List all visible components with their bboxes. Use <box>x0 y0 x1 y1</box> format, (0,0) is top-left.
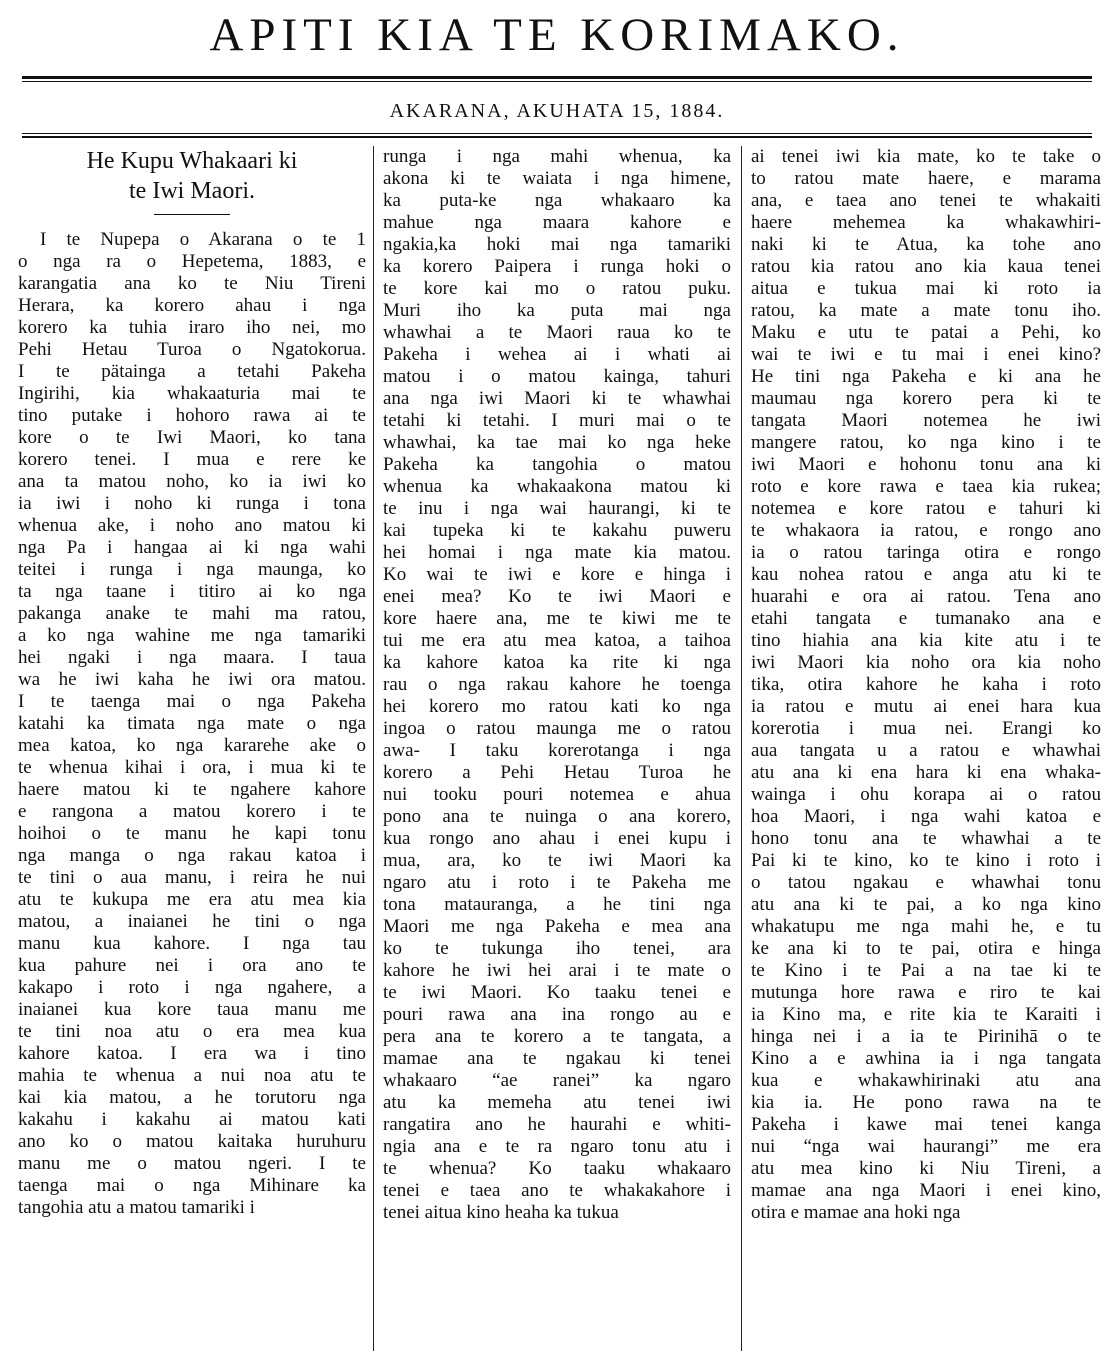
text-line: o nga ra o Hepetema, 1883, e <box>18 251 366 272</box>
text-line: whenua ake, i noho ano matou ki <box>18 515 366 536</box>
text-line: ia ratou e mutu ai enei hara kua <box>751 696 1101 717</box>
text-line: ke ana ki to te pai, otira e hinga <box>751 938 1101 959</box>
text-line: tenei e taea ano te whakakahore i <box>383 1180 731 1201</box>
column-3 <box>751 146 1101 1224</box>
text-line: notemea e kore ratou e tahuri ki <box>751 498 1101 519</box>
text-line: rau o nga rakau kahore he toenga <box>383 674 731 695</box>
text-line: nui tooku pouri notemea e ahua <box>383 784 731 805</box>
text-line: mangere ratou, ko nga kino i te <box>751 432 1101 453</box>
text-line: otira e mamae ana hoki nga <box>751 1202 961 1223</box>
text-line: Pakeha i kawe mai tenei kanga <box>751 1114 1101 1135</box>
text-line: hinga nei i a ia te Pirinihā o te <box>751 1026 1101 1047</box>
text-line: kua pahure nei i ora ano te <box>18 955 366 976</box>
text-line: maumau nga korero pera ki te <box>751 388 1101 409</box>
text-line: nui “nga wai haurangi” me era <box>751 1136 1101 1157</box>
text-line: kia ia. He pono rawa na te <box>751 1092 1101 1113</box>
text-line: haere mehemea ka whakawhiri- <box>751 212 1101 233</box>
text-line: te tini noa atu o era mea kua <box>18 1021 366 1042</box>
text-line: katahi ka timata nga mate o nga <box>18 713 366 734</box>
text-line: kakapo i roto i nga ngahere, a <box>18 977 366 998</box>
text-line: I te taenga mai o nga Pakeha <box>18 691 366 712</box>
text-line: ana ta matou noho, ko ia iwi ko <box>18 471 366 492</box>
text-line: tangata Maori notemea he iwi <box>751 410 1101 431</box>
text-line: Maku e utu te patai a Pehi, ko <box>751 322 1101 343</box>
text-line: whenua ka whakaakona matou ki <box>383 476 731 497</box>
text-line: ka korero Paipera i runga hoki o <box>383 256 731 277</box>
text-line: iwi Maori kia noho ora kia noho <box>751 652 1101 673</box>
column-divider <box>373 146 374 1351</box>
text-line: etahi tangata e tumanako ana e <box>751 608 1101 629</box>
text-line: pakanga anake te mahi ma ratou, <box>18 603 366 624</box>
text-line: whakatupu me nga mahi he, e tu <box>751 916 1101 937</box>
text-line: pera ana te korero a te tangata, a <box>383 1026 731 1047</box>
text-line: Muri iho ka puta mai nga <box>383 300 731 321</box>
text-line: ngaro atu i roto i te Pakeha me <box>383 872 731 893</box>
text-line: Ingirihi, kia whakaaturia mai te <box>18 383 366 404</box>
text-line: matou i o matou kainga, tahuri <box>383 366 731 387</box>
masthead-rule-thin <box>22 81 1092 82</box>
text-line: tangohia atu a matou tamariki i <box>18 1197 255 1218</box>
text-line: tino hiahia ana kia kite atu i te <box>751 630 1101 651</box>
text-line: whakaaro “ae ranei” ka ngaro <box>383 1070 731 1091</box>
text-line: Pakeha i wehea ai i whati ai <box>383 344 731 365</box>
text-line: kai tupeka ki te kakahu puweru <box>383 520 731 541</box>
text-line: tui me era atu mea katoa, a taihoa <box>383 630 731 651</box>
text-line: hei ngaki i nga maara. I taua <box>18 647 366 668</box>
text-line: matou, a inaianei he tini o nga <box>18 911 366 932</box>
text-line: kore o te Iwi Maori, ko tana <box>18 427 366 448</box>
text-line: haere matou ki te ngahere kahore <box>18 779 366 800</box>
text-line: kore haere ana, me te kiwi me te <box>383 608 731 629</box>
text-line: mua, ara, ko te iwi Maori ka <box>383 850 731 871</box>
text-line: tetahi ki tetahi. I muri mai o te <box>383 410 731 431</box>
dateline: AKARANA, AKUHATA 15, 1884. <box>389 100 725 122</box>
column-2 <box>383 146 731 1224</box>
text-line: tino putake i hohoro rawa ai te <box>18 405 366 426</box>
text-line: tenei aitua kino heaha ka tukua <box>383 1202 619 1223</box>
article-heading-line: te Iwi Maori. <box>129 178 255 204</box>
text-line: Ko wai te iwi e kore e hinga i <box>383 564 731 585</box>
text-line: ka kahore katoa ka rite ki nga <box>383 652 731 673</box>
text-line: atu mea kino ki Niu Tireni, a <box>751 1158 1101 1179</box>
text-line: ia iwi i noho ki runga i tona <box>18 493 366 514</box>
text-line: hoa Maori, i nga wahi katoa e <box>751 806 1101 827</box>
text-line: Maori me nga Pakeha e mea ana <box>383 916 731 937</box>
text-line: akona ki te waiata i nga himene, <box>383 168 731 189</box>
text-line: tika, otira kahore he kaha i roto <box>751 674 1101 695</box>
text-line: ngakia,ka hoki mai nga tamariki <box>383 234 731 255</box>
text-line: hei homai i nga mate kia matou. <box>383 542 731 563</box>
text-line: mea katoa, ko nga kararehe ake o <box>18 735 366 756</box>
heading-rule <box>154 214 230 215</box>
text-line: korero ka tuhia iraro iho nei, mo <box>18 317 366 338</box>
text-line: enei mea? Ko te iwi Maori e <box>383 586 731 607</box>
text-line: te kore kai mo o ratou puku. <box>383 278 731 299</box>
column-2-text <box>383 146 731 1224</box>
text-line: pouri rawa ana ina rongo au e <box>383 1004 731 1025</box>
text-line: a ko nga wahine me nga tamariki <box>18 625 366 646</box>
column-1-text <box>18 229 366 1219</box>
text-line: pono ana te nuinga o ana korero, <box>383 806 731 827</box>
column-1 <box>18 146 366 1219</box>
text-line: ngia ana e te ra ngaro tonu atu i <box>383 1136 731 1157</box>
text-line: nga manga o nga rakau katoa i <box>18 845 366 866</box>
text-line: Pakeha ka tangohia o matou <box>383 454 731 475</box>
text-line: kakahu i kakahu ai matou kati <box>18 1109 366 1130</box>
text-line: manu kua kahore. I nga tau <box>18 933 366 954</box>
text-line: rangatira ano he haurahi e whiti- <box>383 1114 731 1135</box>
text-line: ano ko o matou kaitaka huruhuru <box>18 1131 366 1152</box>
text-line: o tatou ngakau e whawhai tonu <box>751 872 1101 893</box>
text-line: manu me o matou ngeri. I te <box>18 1153 366 1174</box>
text-line: Herara, ka korero ahau i nga <box>18 295 366 316</box>
text-line: inaianei kua kore taua manu me <box>18 999 366 1020</box>
text-line: awa- I taku korerotanga i nga <box>383 740 731 761</box>
dateline-rule-thin <box>22 133 1092 134</box>
text-line: kua rongo ano ahau i enei kupu i <box>383 828 731 849</box>
article-heading-line: He Kupu Whakaari ki <box>86 148 298 174</box>
text-line: nga Pa i hangaa ai ki nga wahi <box>18 537 366 558</box>
text-line: taenga mai o nga Mihinare ka <box>18 1175 366 1196</box>
masthead-title: APITI KIA TE KORIMAKO. <box>209 9 905 61</box>
text-line: tona matauranga, a he tini nga <box>383 894 731 915</box>
text-line: I te pätainga a tetahi Pakeha <box>18 361 366 382</box>
text-line: atu te kukupa me era atu mea kia <box>18 889 366 910</box>
text-line: aua tangata u a ratou e whawhai <box>751 740 1101 761</box>
text-line: korerotia i mua nei. Erangi ko <box>751 718 1101 739</box>
text-line: hono tonu ana te whawhai a te <box>751 828 1101 849</box>
text-line: te tini o aua manu, i reira he nui <box>18 867 366 888</box>
text-line: e rangona a matou korero i te <box>18 801 366 822</box>
text-line: ana, e taea ano tenei te whakaiti <box>751 190 1101 211</box>
dateline-rule-thick <box>22 136 1092 138</box>
text-line: whawhai a te Maori raua ko te <box>383 322 731 343</box>
text-line: ia o ratou taringa otira e rongo <box>751 542 1101 563</box>
text-line: ana nga iwi Maori ki te whawhai <box>383 388 731 409</box>
text-line: ai tenei iwi kia mate, ko te take o <box>751 146 1101 167</box>
text-line: mamae ana nga Maori i enei kino, <box>751 1180 1101 1201</box>
article-heading <box>18 146 366 206</box>
text-line: te whenua? Ko taaku whakaaro <box>383 1158 731 1179</box>
text-line: Pai ki te kino, ko te kino i roto i <box>751 850 1101 871</box>
text-line: te whenua kihai i ora, i mua ki te <box>18 757 366 778</box>
text-line: atu ana ki te pai, a ko nga kino <box>751 894 1101 915</box>
text-line: He tini nga Pakeha e ki ana he <box>751 366 1101 387</box>
text-line: wai te iwi e tu mai i enei kino? <box>751 344 1101 365</box>
text-line: whawhai, ka tae mai ko nga heke <box>383 432 731 453</box>
text-line: ko te tukunga iho tenei, ara <box>383 938 731 959</box>
text-line: korero tenei. I mua e rere ke <box>18 449 366 470</box>
text-line: kahore katoa. I era wa i tino <box>18 1043 366 1064</box>
text-line: I te Nupepa o Akarana o te 1 <box>40 229 366 250</box>
text-line: Kino a e awhina ia i nga tangata <box>751 1048 1101 1069</box>
text-line: atu ka memeha atu tenei iwi <box>383 1092 731 1113</box>
text-line: te whakaora ia ratou, e rongo ano <box>751 520 1101 541</box>
text-line: kua e whakawhirinaki atu ana <box>751 1070 1101 1091</box>
text-line: ratou, ka mate a mate tonu iho. <box>751 300 1101 321</box>
text-line: korero a Pehi Hetau Turoa he <box>383 762 731 783</box>
text-line: hei korero mo ratou kati ko nga <box>383 696 731 717</box>
text-line: mahia te whenua a nui noa atu te <box>18 1065 366 1086</box>
text-line: runga i nga mahi whenua, ka <box>383 146 731 167</box>
text-line: kahore he iwi hei arai i te mate o <box>383 960 731 981</box>
text-line: iwi Maori e hohonu tonu ana ki <box>751 454 1101 475</box>
text-line: ka puta-ke nga whakaaro ka <box>383 190 731 211</box>
text-line: te Kino i te Pai a na tae ki te <box>751 960 1101 981</box>
text-line: huarahi e ora ai ratou. Tena ano <box>751 586 1101 607</box>
text-line: aitua e tukua mai ki roto ia <box>751 278 1101 299</box>
text-line: te inu i nga wai haurangi, ki te <box>383 498 731 519</box>
text-line: ia Kino ma, e rite kia te Karaiti i <box>751 1004 1101 1025</box>
text-line: hoihoi o te manu he kapi tonu <box>18 823 366 844</box>
text-line: teitei i runga i nga maunga, ko <box>18 559 366 580</box>
text-line: kai kia matou, a he torutoru nga <box>18 1087 366 1108</box>
text-line: atu ana ki ena hara ki ena whaka- <box>751 762 1101 783</box>
text-line: to ratou mate haere, e marama <box>751 168 1101 189</box>
text-line: mahue nga maara kahore e <box>383 212 731 233</box>
text-line: karangatia ana ko te Niu Tireni <box>18 273 366 294</box>
masthead-rule-thick <box>22 76 1092 79</box>
text-line: ratou kia ratou ano kia kaua tenei <box>751 256 1101 277</box>
text-line: kau nohea ratou e anga atu ki te <box>751 564 1101 585</box>
text-line: wainga i ohu korapa ai o ratou <box>751 784 1101 805</box>
column-3-text <box>751 146 1101 1224</box>
text-line: mutunga hore rawa e riro te kai <box>751 982 1101 1003</box>
text-line: ingoa o ratou maunga me o ratou <box>383 718 731 739</box>
column-divider <box>741 146 742 1351</box>
text-line: te iwi Maori. Ko taaku tenei e <box>383 982 731 1003</box>
text-line: Pehi Hetau Turoa o Ngatokorua. <box>18 339 366 360</box>
text-line: roto e kore rawa e taea kia rukea; <box>751 476 1101 497</box>
text-line: wa he iwi kaha he iwi ora matou. <box>18 669 366 690</box>
text-line: ta nga taane i titiro ai ko nga <box>18 581 366 602</box>
text-line: naki ki te Atua, ka tohe ano <box>751 234 1101 255</box>
text-line: mamae ana te ngakau ki tenei <box>383 1048 731 1069</box>
